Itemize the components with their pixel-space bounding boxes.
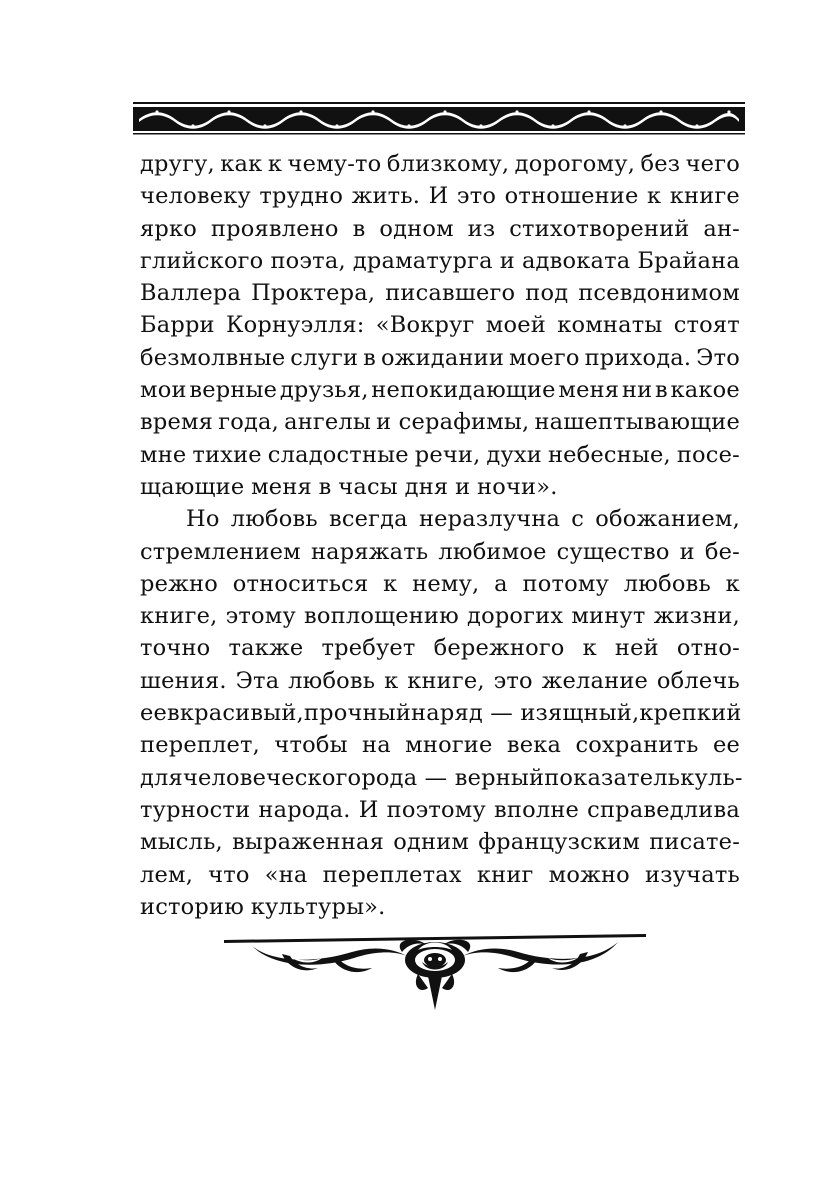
word: И [428, 183, 449, 210]
text-line [140, 439, 740, 471]
word: красивый, [179, 700, 304, 727]
text-line [140, 536, 740, 568]
word: чему-то [287, 151, 382, 177]
word: можно [548, 861, 630, 888]
word: дня [404, 473, 449, 500]
word: потому [522, 570, 610, 597]
word: непокидающие [371, 377, 556, 404]
word: историю [140, 893, 244, 920]
word: часы [338, 473, 398, 500]
word: требует [321, 635, 416, 662]
word: и [455, 473, 471, 500]
word: века [506, 732, 562, 759]
text-line [140, 471, 740, 503]
text-line [140, 600, 740, 632]
word: поэта, [270, 247, 346, 274]
word: любовь [288, 667, 376, 694]
word: под [525, 280, 569, 307]
word: народа. [258, 796, 351, 823]
word: время [140, 409, 214, 436]
text-line [140, 697, 740, 729]
text-line [140, 406, 740, 438]
word: дорогому, [514, 151, 636, 177]
word: режно [140, 570, 218, 597]
word: ночи». [477, 473, 558, 500]
word: слуги [290, 344, 359, 371]
word: ярко [140, 215, 198, 242]
word: «на [264, 861, 308, 888]
word: комнаты [557, 312, 663, 339]
word: щающие [140, 473, 245, 500]
word: одним [393, 829, 470, 856]
word: выраженная [232, 829, 385, 856]
word: Брайана [637, 247, 740, 274]
word: ангелы [284, 409, 371, 436]
word: писавшего [385, 280, 516, 307]
word: человеческого [182, 764, 362, 791]
word: с [571, 506, 585, 533]
word: всегда [328, 506, 408, 533]
word: многие [405, 732, 493, 759]
word: в [318, 473, 332, 500]
word: бережного [433, 635, 565, 662]
word: и [499, 247, 515, 274]
word: псевдонимом [578, 280, 740, 307]
text-line [140, 859, 740, 891]
word: Корнуэлля: [226, 312, 365, 339]
word: переплетах [322, 861, 462, 888]
word: без [640, 151, 681, 177]
word: книге, [140, 603, 218, 630]
word: точно [140, 635, 211, 662]
word: лем, [140, 861, 194, 888]
word: желание [541, 667, 649, 694]
word: писате- [649, 829, 740, 856]
word: книге, [407, 667, 485, 694]
word: обожанием, [595, 506, 740, 533]
word: в [363, 344, 377, 371]
word: что [208, 861, 250, 888]
word: моего [508, 344, 580, 371]
text-line [140, 729, 740, 761]
word: также [228, 635, 304, 662]
word: меня [558, 377, 620, 404]
text-line [140, 277, 740, 309]
word: бе- [704, 538, 740, 565]
word: посе- [676, 441, 740, 468]
word: ан- [703, 215, 740, 242]
word: французским [478, 829, 641, 856]
word: Барри [140, 312, 215, 339]
word: жизни, [653, 603, 740, 630]
word: Проктера, [251, 280, 376, 307]
word: речи, [414, 441, 481, 468]
word: к [725, 570, 740, 597]
text-line [140, 245, 740, 277]
word: любовь [623, 570, 711, 597]
word: Это [696, 344, 740, 371]
word: безмолвные [140, 344, 286, 371]
body-text [140, 148, 743, 923]
word: рода — верный [361, 764, 545, 791]
word: наряд — изящный, [411, 700, 640, 727]
word: мне [140, 441, 187, 468]
text-line [140, 665, 740, 697]
word: к [646, 183, 662, 210]
word: в [352, 215, 366, 242]
word: года, [218, 409, 279, 436]
word: и [679, 538, 695, 565]
text-line [140, 180, 740, 212]
word: адвоката [521, 247, 631, 274]
text-line [140, 632, 740, 664]
word: переплет, [140, 732, 261, 759]
bottom-floral-ornament [222, 928, 648, 1012]
word: стихотворений [509, 215, 690, 242]
word: стоят [673, 312, 740, 339]
word: стремлением [140, 538, 301, 565]
word: прихода. [584, 344, 692, 371]
text-line [140, 891, 740, 923]
word: человеку [140, 183, 251, 210]
word: книге [669, 183, 740, 210]
top-decorative-border [133, 100, 745, 136]
word: ни [621, 377, 653, 404]
word: проявлено [210, 215, 339, 242]
text-line [140, 503, 740, 535]
word: минут [571, 603, 646, 630]
word: изучать [645, 861, 740, 888]
word: моей [485, 312, 546, 339]
word: чтобы [274, 732, 348, 759]
word: сохранить [575, 732, 699, 759]
word: воплощению [304, 603, 459, 630]
word: ее [712, 732, 740, 759]
word: мои [140, 377, 187, 404]
word: этому [225, 603, 296, 630]
word: на [362, 732, 391, 759]
word: и серафимы, [376, 409, 530, 436]
word: трудно [259, 183, 344, 210]
word: к [383, 570, 398, 597]
word: отно- [676, 635, 740, 662]
text-line [140, 762, 743, 794]
word: к [582, 635, 597, 662]
word: тихие [192, 441, 262, 468]
word: верные [189, 377, 278, 404]
word: ожидании [380, 344, 505, 371]
word: «Вокруг [375, 312, 475, 339]
word: дорогих [467, 603, 564, 630]
word: шения. [140, 667, 227, 694]
word: это [493, 667, 533, 694]
word: вполне [494, 796, 580, 823]
word: мысль, [140, 829, 223, 856]
word: жить. [351, 183, 421, 210]
word: нашептывающие [534, 409, 740, 436]
word: сладостные [267, 441, 409, 468]
word: близкому, [386, 151, 510, 177]
text-line [140, 374, 740, 406]
word: ней [614, 635, 659, 662]
word: к [384, 667, 399, 694]
word: И [358, 796, 379, 823]
word: драматурга [352, 247, 493, 274]
word: небесные, [547, 441, 671, 468]
word: Эта [235, 667, 280, 694]
word: облечь [656, 667, 740, 694]
word: отношение [504, 183, 639, 210]
word: наряжать [310, 538, 429, 565]
word: существо [556, 538, 670, 565]
word: ее [140, 700, 168, 727]
word: поэтому [386, 796, 486, 823]
text-line [140, 342, 740, 374]
word: неразлучна [418, 506, 561, 533]
word: книг [476, 861, 534, 888]
word: в [167, 700, 180, 727]
word: друзья, [279, 377, 369, 404]
word: в [654, 377, 668, 404]
text-line [140, 309, 740, 341]
text-line [140, 794, 740, 826]
word: турности [140, 796, 251, 823]
word: чего [685, 151, 740, 177]
word: для [140, 764, 183, 791]
word: прочный [303, 700, 412, 727]
word: глийского [140, 247, 264, 274]
word: показатель [544, 764, 681, 791]
text-line [140, 826, 740, 858]
word: какое [670, 377, 740, 404]
word: любимое [438, 538, 547, 565]
word: нему, [412, 570, 480, 597]
word: Валлера [140, 280, 242, 307]
word: как [220, 151, 263, 177]
word: любовь [230, 506, 318, 533]
word: это [456, 183, 497, 210]
word: к [267, 151, 283, 177]
word: куль- [680, 764, 743, 791]
word: другу, [140, 151, 215, 177]
word: а [494, 570, 508, 597]
text-line [140, 148, 740, 180]
word: меня [251, 473, 312, 500]
text-line [140, 568, 740, 600]
word: одном [379, 215, 454, 242]
word: относиться [232, 570, 369, 597]
word: крепкий [639, 700, 742, 727]
word: Но [186, 506, 220, 533]
word: культуры». [250, 893, 386, 920]
text-line [140, 213, 740, 245]
word: духи [486, 441, 542, 468]
word: справедлива [587, 796, 740, 823]
word: из [467, 215, 496, 242]
